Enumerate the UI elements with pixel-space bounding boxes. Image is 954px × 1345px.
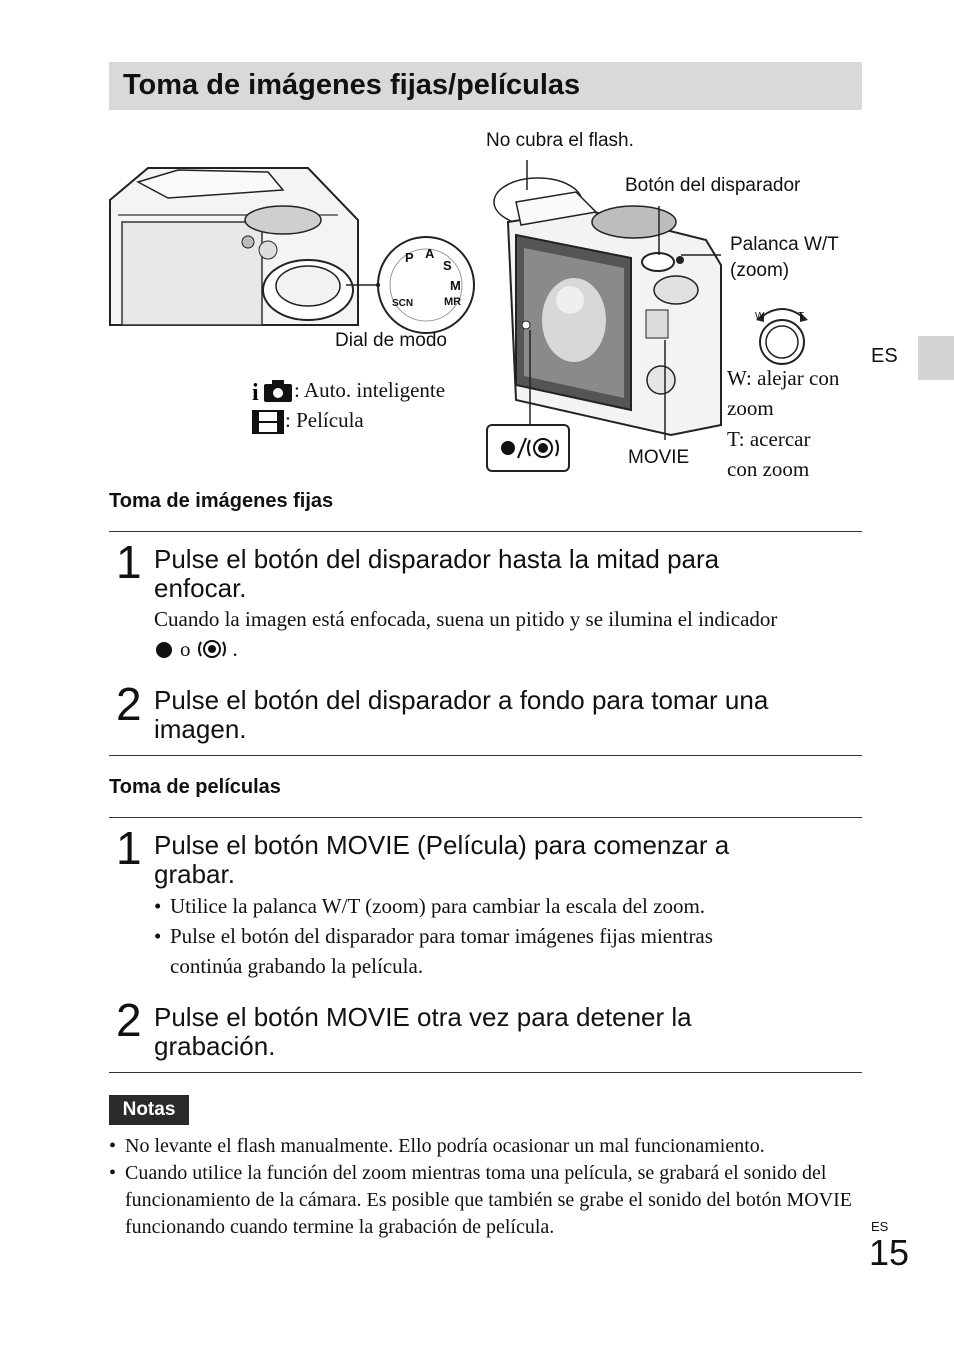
movie-step2-line1: Pulse el botón MOVIE otra vez para detener la [154, 1002, 692, 1032]
rule-movie-bottom [109, 1072, 862, 1073]
zoom-lever-t: T [798, 311, 805, 322]
footer-lang: ES [871, 1219, 889, 1234]
label-movie-mode: : Película [285, 408, 364, 432]
still-step2-text [154, 686, 859, 744]
dial-letter-m: M [450, 278, 461, 293]
movie-heading: Toma de películas [109, 776, 281, 798]
dial-letter-p: P [405, 250, 414, 265]
label-w-2: zoom [727, 396, 774, 420]
rule-movie-top [109, 817, 862, 818]
side-tab [918, 336, 954, 380]
note-item-1: • No levante el flash manualmente. Ello podría ocasionar un mal funcionamiento. [109, 1135, 765, 1157]
still-heading: Toma de imágenes fijas [109, 490, 334, 512]
dial-letter-s: S [443, 258, 452, 273]
page-title: Toma de imágenes fijas/películas [123, 69, 581, 101]
focus-indicator-box [486, 424, 570, 472]
still-step1-text [154, 545, 859, 603]
still-step2-number: 2 [116, 678, 142, 730]
focus-dot-icon [154, 639, 174, 659]
movie-step2-text [154, 1003, 859, 1061]
label-flash: No cubra el flash. [486, 130, 634, 151]
focus-sound-icon [197, 637, 227, 661]
label-shutter-button: Botón del disparador [625, 175, 801, 196]
still-step1-detail-line2: o . [154, 634, 862, 664]
movie-step1-number: 1 [116, 822, 142, 874]
still-step2-line1: Pulse el botón del disparador a fondo para tomar una [154, 685, 769, 715]
notes-list [109, 1133, 865, 1241]
movie-bullet-2-cont: continúa grabando la película. [170, 954, 424, 978]
svg-text:i: i [252, 380, 259, 404]
dial-letter-a: A [425, 246, 435, 261]
movie-bullet-1: • Utilice la palanca W/T (zoom) para cambiar la escala del zoom. [154, 894, 706, 918]
label-zoom-lever-1: Palanca W/T [730, 234, 839, 255]
still-step1-line1: Pulse el botón del disparador hasta la mitad para [154, 544, 720, 574]
label-t-1: T: acercar [727, 427, 811, 451]
label-t-2: con zoom [727, 457, 810, 481]
rule-still-bottom [109, 755, 862, 756]
movie-step1-line2: grabar. [154, 859, 235, 889]
movie-step2-line2: grabación. [154, 1031, 276, 1061]
label-w-1: W: alejar con [727, 366, 840, 390]
camera-top-illustration [108, 160, 478, 335]
page-number: 15 [869, 1232, 910, 1273]
notes-badge: Notas [109, 1095, 189, 1125]
label-intelligent-auto: : Auto. inteligente [294, 378, 446, 402]
still-step1-detail-line1: Cuando la imagen está enfocada, suena un pitido y se ilumina el indicador [154, 607, 778, 631]
still-step1-line2: enfocar. [154, 573, 247, 603]
movie-bullet-2: • Pulse el botón del disparador para tomar imágenes fijas mientras [154, 924, 713, 948]
movie-step2-number: 2 [116, 994, 142, 1046]
intelligent-auto-icon [252, 378, 294, 404]
movie-step1-line1: Pulse el botón MOVIE (Película) para comenzar a [154, 830, 730, 860]
still-step1-detail-or: o [180, 637, 191, 661]
label-movie-button: MOVIE [628, 447, 690, 468]
dial-letter-mr: MR [444, 296, 462, 308]
still-step1-detail [154, 604, 862, 664]
label-mode-dial: Dial de modo [335, 330, 447, 351]
callout-lines [485, 150, 735, 470]
still-step1-number: 1 [116, 536, 142, 588]
section-title-bar [109, 62, 862, 110]
zoom-lever-w: W [755, 311, 765, 322]
still-step2-line2: imagen. [154, 714, 247, 744]
dial-letter-scn: SCN [392, 298, 414, 309]
movie-mode-icon [252, 410, 284, 434]
rule-still-top [109, 531, 862, 532]
side-tab-label: ES [871, 345, 898, 367]
movie-step1-text [154, 831, 859, 889]
movie-step1-bullets [154, 891, 860, 981]
note-item-2: • Cuando utilice la función del zoom mientras toma una película, se grabará el sonido del funcionamiento de la cámara. Es posible que también se grabe el sonido del botón MOVIE funcionando cuando termine la grabación de película. [109, 1162, 853, 1238]
label-zoom-lever-2: (zoom) [730, 260, 790, 281]
